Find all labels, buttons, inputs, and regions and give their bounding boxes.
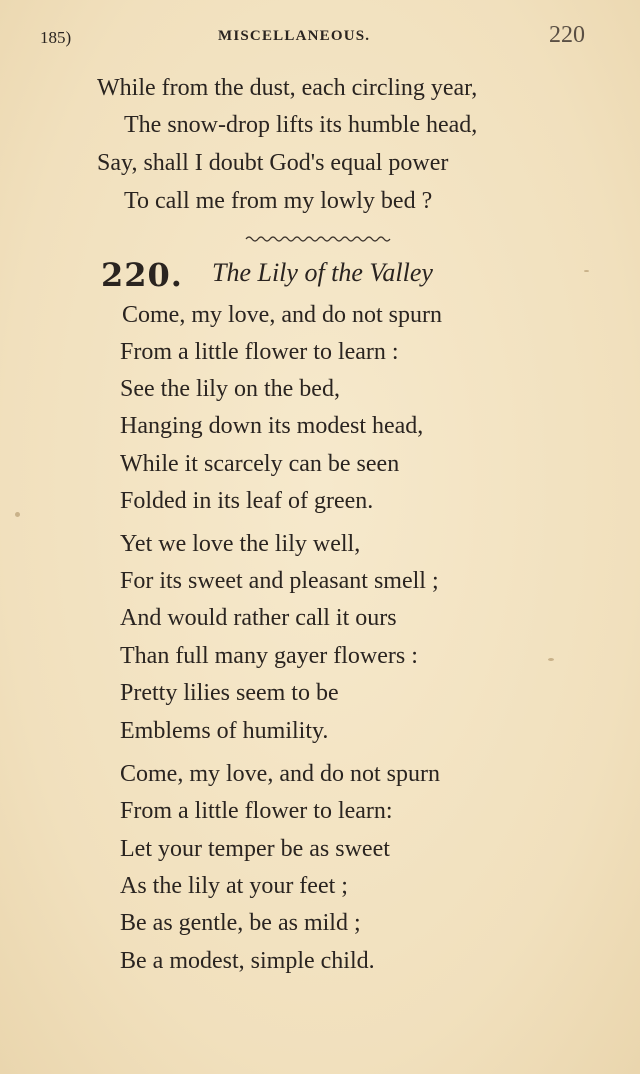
running-header (0, 24, 640, 54)
verse-line: From a little flower to learn : (120, 339, 399, 365)
verse-line: While from the dust, each circling year, (97, 75, 478, 101)
verse-line: Let your temper be as sweet (120, 836, 390, 862)
paper-speck (15, 512, 20, 517)
verse-line: Say, shall I doubt God's equal power (97, 150, 449, 176)
verse-line: The snow-drop lifts its humble head, (124, 112, 478, 138)
verse-line: While it scarcely can be seen (120, 451, 400, 477)
verse-line: Be as gentle, be as mild ; (120, 910, 361, 936)
verse-line: Than full many gayer flowers : (120, 643, 418, 669)
verse-line: For its sweet and pleasant smell ; (120, 568, 439, 594)
verse-line: Be a modest, simple child. (120, 948, 375, 974)
hymn-title: The Lily of the Valley (212, 258, 433, 287)
verse-line: Come, my love, and do not spurn (120, 761, 440, 787)
verse-line: To call me from my lowly bed ? (124, 188, 433, 214)
verse-line: And would rather call it ours (120, 605, 397, 631)
verse-line: As the lily at your feet ; (120, 873, 348, 899)
verse-line: Come, my love, and do not spurn (122, 302, 442, 328)
paper-speck (584, 270, 589, 272)
verse-line: From a little flower to learn: (120, 798, 393, 824)
hymn-number: 220. (101, 256, 183, 294)
paper-speck (548, 658, 554, 661)
verse-line: Hanging down its modest head, (120, 413, 424, 439)
hymn-number-header: 220 (549, 22, 585, 48)
wavy-divider (244, 234, 392, 244)
verse-line: See the lily on the bed, (120, 376, 340, 402)
verse-line: Yet we love the lily well, (120, 531, 361, 557)
verse-line: Emblems of humility. (120, 718, 329, 744)
section-title: MISCELLANEOUS. (218, 28, 371, 44)
verse-line: Folded in its leaf of green. (120, 488, 374, 514)
verse-line: Pretty lilies seem to be (120, 680, 339, 706)
page-number: 185) (40, 28, 72, 47)
